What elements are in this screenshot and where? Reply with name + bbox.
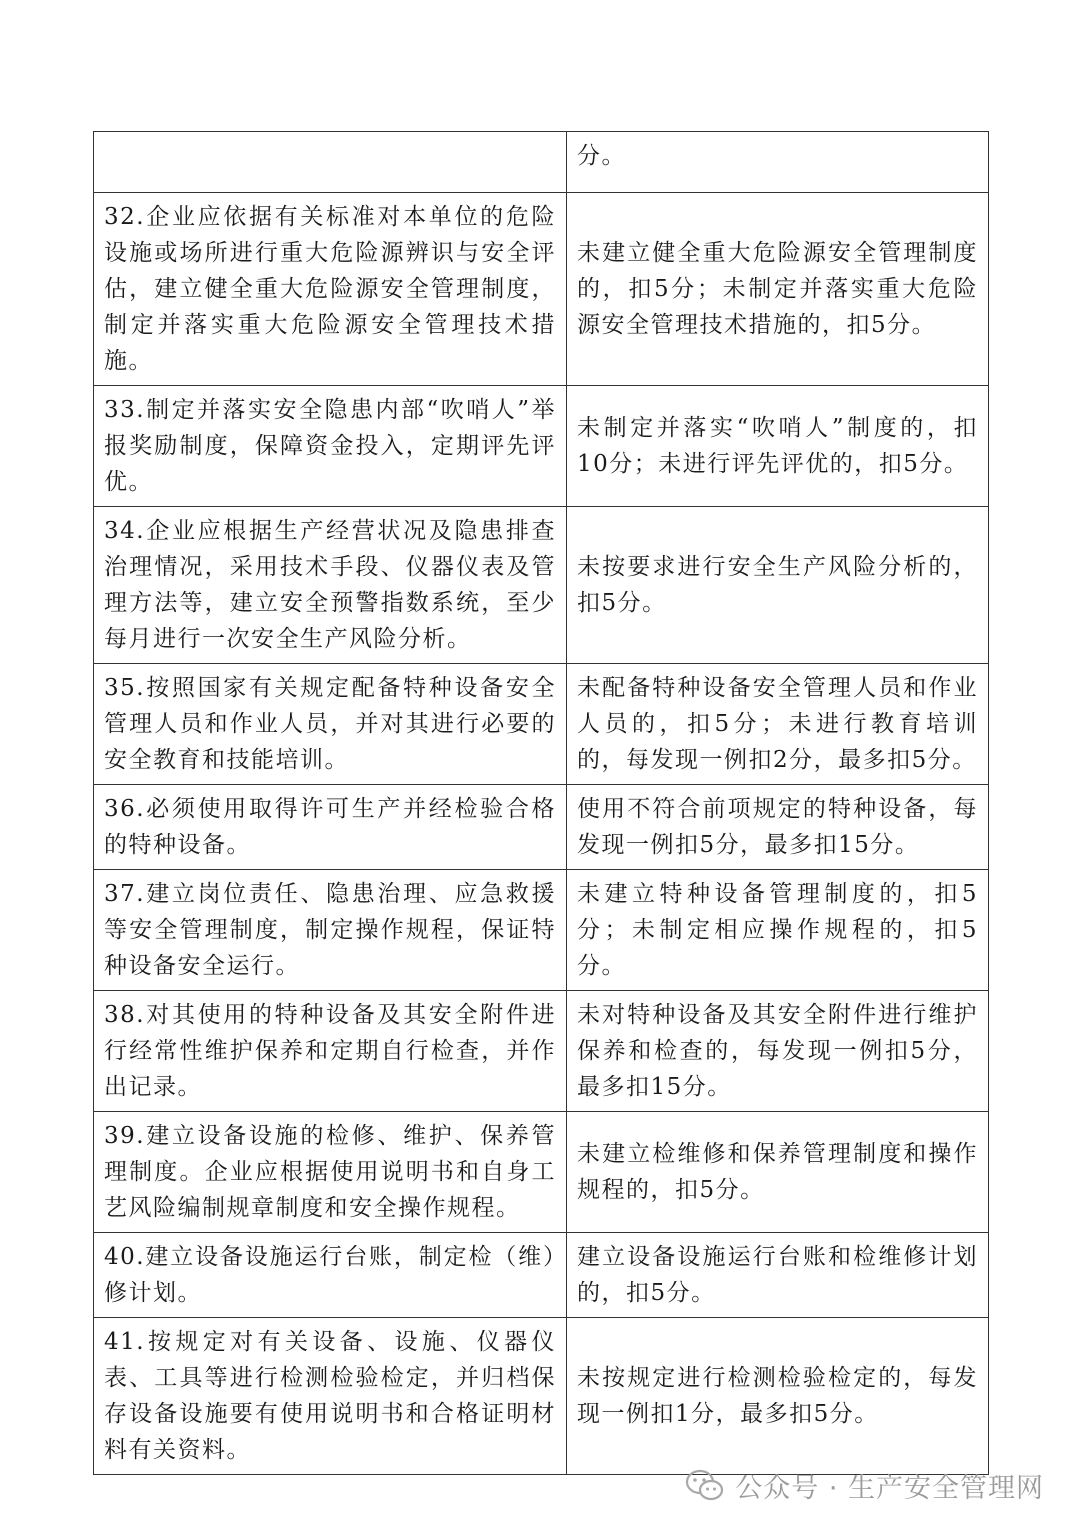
penalty-cell: 未制定并落实“吹哨人”制度的，扣10分；未进行评先评优的，扣5分。 [567, 386, 989, 507]
requirement-cell: 37.建立岗位责任、隐患治理、应急救援等安全管理制度，制定操作规程，保证特种设备安全运行。 [94, 870, 567, 991]
penalty-cell: 未配备特种设备安全管理人员和作业人员的，扣5分；未进行教育培训的，每发现一例扣2分，最多扣5分。 [567, 664, 989, 785]
requirement-cell: 34.企业应根据生产经营状况及隐患排查治理情况，采用技术手段、仪器仪表及管理方法等，建立安全预警指数系统，至少每月进行一次安全生产风险分析。 [94, 507, 567, 664]
penalty-cell: 建立设备设施运行台账和检维修计划的，扣5分。 [567, 1233, 989, 1318]
requirement-cell: 39.建立设备设施的检修、维护、保养管理制度。企业应根据使用说明书和自身工艺风险编制规章制度和安全操作规程。 [94, 1112, 567, 1233]
requirement-cell: 35.按照国家有关规定配备特种设备安全管理人员和作业人员，并对其进行必要的安全教育和技能培训。 [94, 664, 567, 785]
requirement-cell: 32.企业应依据有关标准对本单位的危险设施或场所进行重大危险源辨识与安全评估，建立健全重大危险源安全管理制度，制定并落实重大危险源安全管理技术措施。 [94, 193, 567, 386]
requirement-cell: 41.按规定对有关设备、设施、仪器仪表、工具等进行检测检验检定，并归档保存设备设施要有使用说明书和合格证明材料有关资料。 [94, 1318, 567, 1475]
requirement-cell: 38.对其使用的特种设备及其安全附件进行经常性维护保养和定期自行检查，并作出记录。 [94, 991, 567, 1112]
wechat-icon [685, 1469, 725, 1503]
penalty-cell: 使用不符合前项规定的特种设备，每发现一例扣5分，最多扣15分。 [567, 785, 989, 870]
watermark [685, 1466, 1044, 1505]
watermark-text: 公众号 · 生产安全管理网 [735, 1473, 1044, 1504]
table-row [94, 1318, 989, 1475]
requirement-cell: 36.必须使用取得许可生产并经检验合格的特种设备。 [94, 785, 567, 870]
table-row [94, 870, 989, 991]
table-row [94, 132, 989, 193]
table-row [94, 785, 989, 870]
penalty-cell: 未建立特种设备管理制度的，扣5分；未制定相应操作规程的，扣5分。 [567, 870, 989, 991]
penalty-cell: 未建立健全重大危险源安全管理制度的，扣5分；未制定并落实重大危险源安全管理技术措施的，扣5分。 [567, 193, 989, 386]
table-row [94, 991, 989, 1112]
table-row [94, 386, 989, 507]
table-row [94, 193, 989, 386]
requirement-cell: 33.制定并落实安全隐患内部“吹哨人”举报奖励制度，保障资金投入，定期评先评优。 [94, 386, 567, 507]
table-row [94, 1112, 989, 1233]
requirement-cell: 40.建立设备设施运行台账，制定检（维）修计划。 [94, 1233, 567, 1318]
table-row [94, 664, 989, 785]
penalty-cell: 未按要求进行安全生产风险分析的，扣5分。 [567, 507, 989, 664]
requirement-cell [94, 132, 567, 193]
table-row [94, 507, 989, 664]
standards-table [93, 131, 989, 1475]
penalty-cell: 未对特种设备及其安全附件进行维护保养和检查的，每发现一例扣5分，最多扣15分。 [567, 991, 989, 1112]
penalty-cell: 未建立检维修和保养管理制度和操作规程的，扣5分。 [567, 1112, 989, 1233]
table-row [94, 1233, 989, 1318]
penalty-cell: 分。 [567, 132, 989, 193]
penalty-cell: 未按规定进行检测检验检定的，每发现一例扣1分，最多扣5分。 [567, 1318, 989, 1475]
